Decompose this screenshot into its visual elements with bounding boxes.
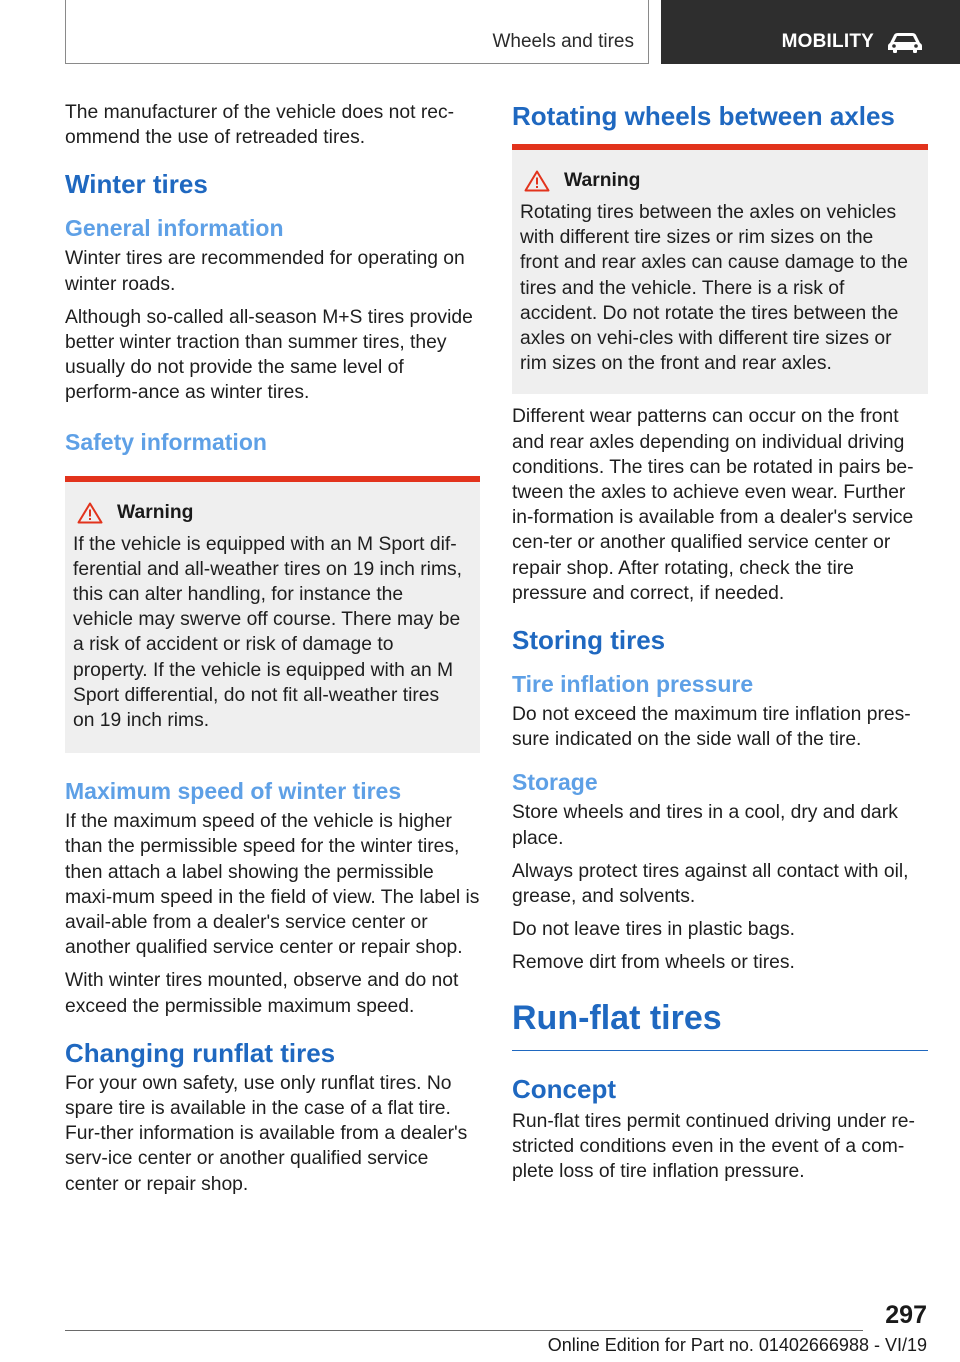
general-information-heading: General information [65,215,284,242]
header-chapter-title: MOBILITY [781,31,874,52]
right-column [512,100,928,1192]
header-section-box [65,0,649,64]
warning-title [520,170,912,192]
car-icon [886,30,924,54]
rotating-wheels-heading: Rotating wheels between axles [512,101,895,131]
warning-text: Rotating tires between the axles on vehicles with different tire sizes or rim sizes on the front and rear axles can cause damage to the tires and the vehicle. There is a risk of accident. Do not rotate the tires between the axles on vehi‐cles with different tire sizes or rim sizes on the front and rear axles. [520,202,909,375]
storage-paragraph-3: Do not leave tires in plastic bags. [512,919,795,941]
general-paragraph-1: Winter tires are recommended for operating on winter roads. [65,248,465,295]
concept-paragraph: Run-flat tires permit continued driving under re‐stricted conditions even in the event of a com‐plete loss of tire inflation pressure. [512,1110,915,1183]
warning-text: If the vehicle is equipped with an M Sport dif‐ferential and all-weather tires on 19 inch rims, this can alter handling, for instance the vehicle may swerve off course. There may be a risk of accident or risk of damage to property. If the vehicle is equipped with an M Sport differential, do not fit all-weather tires on 19 inch rims. [73,533,463,732]
maximum-speed-paragraph-1: If the maximum speed of the vehicle is higher than the permissible speed for the winter tires, then attach a label showing the permissible maxi‐mum speed in the field of view. The label is avail‐able from a dealer's service center or another qualified service center or repair shop. [65,811,480,959]
storage-paragraph-2: Always protect tires against all contact with oil, grease, and solvents. [512,860,909,908]
maximum-speed-paragraph-2: With winter tires mounted, observe and do not exceed the permissible maximum speed. [65,970,459,1017]
intro-text: The manufacturer of the vehicle does not rec‐ommend the use of retreaded tires. [65,102,455,149]
winter-tires-heading: Winter tires [65,169,208,200]
tire-inflation-paragraph: Do not exceed the maximum tire inflation pres‐sure indicated on the side wall of the tire. [512,704,911,751]
changing-runflat-paragraph: For your own safety, use only runflat tires. No spare tire is available in the case of a flat tire. Fur‐ther information is available from a dealer's serv‐ice center or another qualified service center or repair shop. [65,1072,468,1195]
warning-box-safety [65,476,480,754]
warning-triangle-icon [524,170,550,192]
warning-box-rotating [512,144,928,394]
storage-heading: Storage [512,769,598,796]
storing-tires-heading: Storing tires [512,625,666,656]
warning-triangle-icon [77,502,103,524]
page-number: 297 [885,1301,927,1329]
storage-paragraph-1: Store wheels and tires in a cool, dry and dark place. [512,802,898,849]
warning-title [73,502,464,524]
left-column [65,100,480,1205]
footer-divider [65,1330,863,1331]
warning-label: Warning [564,170,641,191]
storage-paragraph-4: Remove dirt from wheels or tires. [512,952,795,974]
footer-edition: Online Edition for Part no. 01402666988 - VI/19 [547,1335,927,1355]
concept-heading: Concept [512,1073,616,1104]
header-section-title: Wheels and tires [492,31,634,52]
tire-inflation-heading: Tire inflation pressure [512,671,754,698]
header-chapter-box [661,0,960,64]
maximum-speed-heading: Maximum speed of winter tires [65,778,402,805]
safety-information-heading: Safety information [65,428,267,455]
general-paragraph-2: Although so-called all-season M+S tires provide better winter traction than summer tires, they usually do not provide the same level of perform‐ance as winter tires. [65,306,473,404]
rotating-paragraph: Different wear patterns can occur on the front and rear axles depending on individual driving conditions. The tires can be rotated in pairs be‐tween the axles to achieve even wear. Further in‐formation is available from a dealer's service cen‐ter or another qualified service center or repair shop. After rotating, check the tire pressure and correct, if needed. [512,406,914,604]
run-flat-tires-heading: Run-flat tires [512,998,928,1051]
changing-runflat-heading: Changing runflat tires [65,1037,336,1068]
warning-label: Warning [117,501,194,523]
